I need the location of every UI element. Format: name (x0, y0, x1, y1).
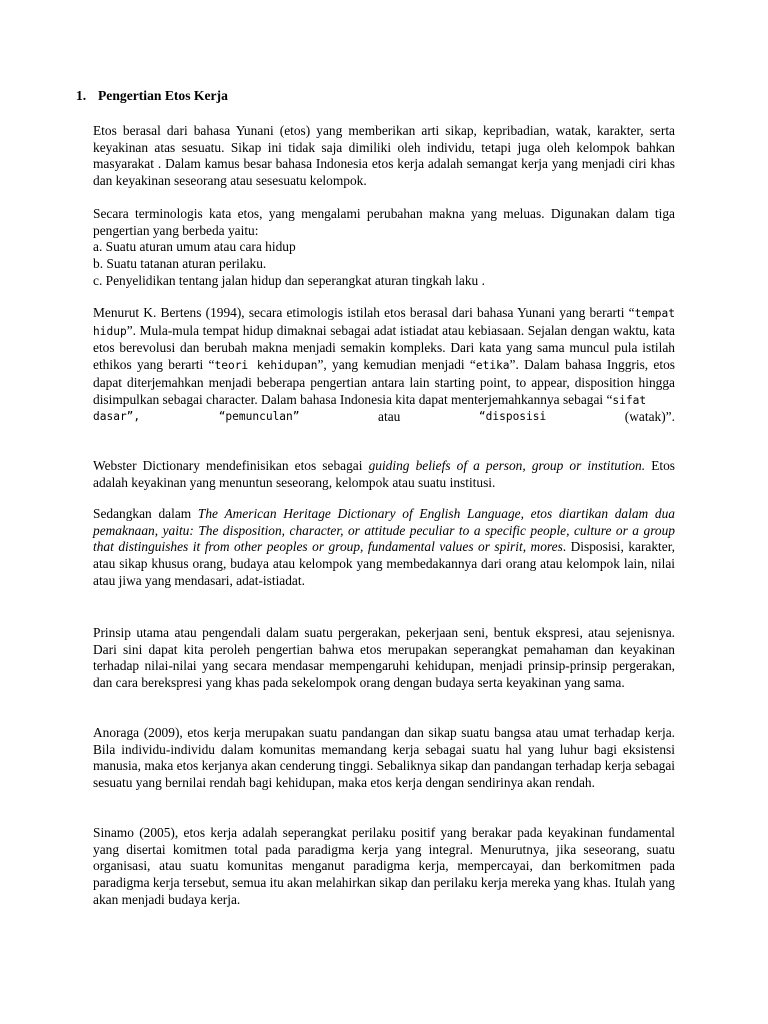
paragraph-terminology (93, 206, 675, 290)
heritage-text-1: Sedangkan dalam (93, 506, 198, 521)
term-watak: (watak)”. (624, 409, 675, 425)
paragraph-sinamo: Sinamo (2005), etos kerja adalah seperangkat perilaku positif yang berakar pada keyakinan fundamental yang disertai komitmen total pada paradigma kerja yang integral. Menurutnya, jika seseorang, suatu organisasi, atau suatu komunitas menganut paradigma kerja, mempercayai, dan berkomitmen pada paradigma kerja tersebut, semua itu akan melahirkan sikap dan perilaku kerja mereka yang khas. Itulah yang akan menjadi budaya kerja. (93, 825, 675, 907)
bertens-text-1: Menurut K. Bertens (1994), secara etimologis istilah etos berasal dari bahasa Yunani yang berarti “ (93, 305, 635, 320)
bertens-text-2: ”. Mula-mula tempat hidup dimaknai sebagai adat istiadat atau kebiasaan. Sejalan dengan waktu, kata etos berevolusi dan berubah makna menjadi semakin kompleks. Dari kata yang sama muncul pula istilah ethikos yang berarti “ (93, 322, 675, 373)
paragraph-prinsip: Prinsip utama atau pengendali dalam suatu pergerakan, pekerjaan seni, bentuk ekspresi, atau sejenisnya. Dari sini dapat kita peroleh pengertian bahwa etos merupakan seperangkat pemahaman dan keyakinan terhadap nilai-nilai yang secara mendasar mempengaruhi kehidupan, menjadi prinsip-prinsip pergerakan, dan cara berekspresi yang khas pada sekelompok orang dengan budaya serta keyakinan yang sama. (93, 625, 675, 691)
list-item: b. Suatu tatanan aturan perilaku. (93, 256, 267, 272)
heritage-definition: The American Heritage Dictionary of English Language, etos diartikan dalam dua pemaknaan, yaitu: The disposition, character, or attitude peculiar to a specific people, culture or a group that distinguishes it from other peoples or group, fundamental values or spirit, mores (93, 506, 676, 555)
webster-text-2: Etos adalah keyakinan yang menuntun seseorang, kelompok atau suatu institusi. (93, 458, 675, 490)
bertens-text-3: ”, yang kemudian menjadi “ (317, 357, 476, 373)
term-pemunculan: “pemunculan” (218, 410, 300, 424)
paragraph-anoraga: Anoraga (2009), etos kerja merupakan suatu pandangan dan sikap suatu bangsa atau umat terhadap kerja. Bila individu-individu dalam komunitas memandang kerja sebagai suatu hal yang luhur bagi eksistensi manusia, maka etos kerjanya akan cenderung tinggi. Sebaliknya sikap dan pandangan terhadap kerja sebagai sesuatu yang bernilai rendah bagi kehidupan, maka etos kerja dengan sendirinya akan rendah. (93, 725, 675, 791)
terminology-intro: Secara terminologis kata etos, yang mengalami perubahan makna yang meluas. Digunakan dalam tiga pengertian yang berbeda yaitu: (93, 206, 675, 238)
heritage-text-2: . Disposisi, karakter, atau sikap khusus orang, budaya atau kelompok yang membedakannya dari orang atau kelompok lain, nilai atau jiwa yang mendasari, adat-istiadat. (93, 539, 675, 588)
paragraph-american-heritage (93, 506, 675, 590)
section-number: 1. (76, 88, 87, 103)
list-item: a. Suatu aturan umum atau cara hidup (93, 239, 296, 255)
word-atau: atau (378, 409, 401, 425)
term-tempat-hidup: tempat hidup (93, 307, 675, 338)
list-item: c. Penyelidikan tentang jalan hidup dan seperangkat aturan tingkah laku . (93, 272, 485, 288)
section-heading (76, 88, 228, 105)
term-sifat: sifat (612, 393, 647, 407)
term-disposisi: “disposisi (478, 410, 547, 424)
paragraph-bertens (93, 305, 675, 426)
paragraph-webster (93, 458, 675, 491)
section-title: Pengertian Etos Kerja (98, 88, 228, 103)
term-teori-kehidupan: teori kehidupan (214, 359, 318, 373)
term-dasar: dasar”, (93, 410, 141, 424)
webster-definition: guiding beliefs of a person, group or institution. (368, 458, 646, 473)
term-etika: etika (475, 359, 510, 373)
bertens-text-4: ”. Dalam bahasa Inggris, etos dapat diterjemahkan menjadi beberapa pengertian antara lain starting point, to appear, disposition hingga disimpulkan sebagai character. Dalam bahasa Indonesia kita dapat menterjemahkannya sebagai “ (93, 357, 675, 407)
bertens-last-line (93, 409, 675, 426)
webster-text-1: Webster Dictionary mendefinisikan etos sebagai (93, 458, 369, 473)
paragraph-etos-definition: Etos berasal dari bahasa Yunani (etos) yang memberikan arti sikap, kepribadian, watak, karakter, serta keyakinan atas sesuatu. Sikap ini tidak saja dimiliki oleh individu, tetapi juga oleh kelompok bahkan masyarakat . Dalam kamus besar bahasa Indonesia etos kerja adalah semangat kerja yang menjadi ciri khas dan keyakinan seseorang atau sesesuatu kelompok. (93, 123, 675, 189)
